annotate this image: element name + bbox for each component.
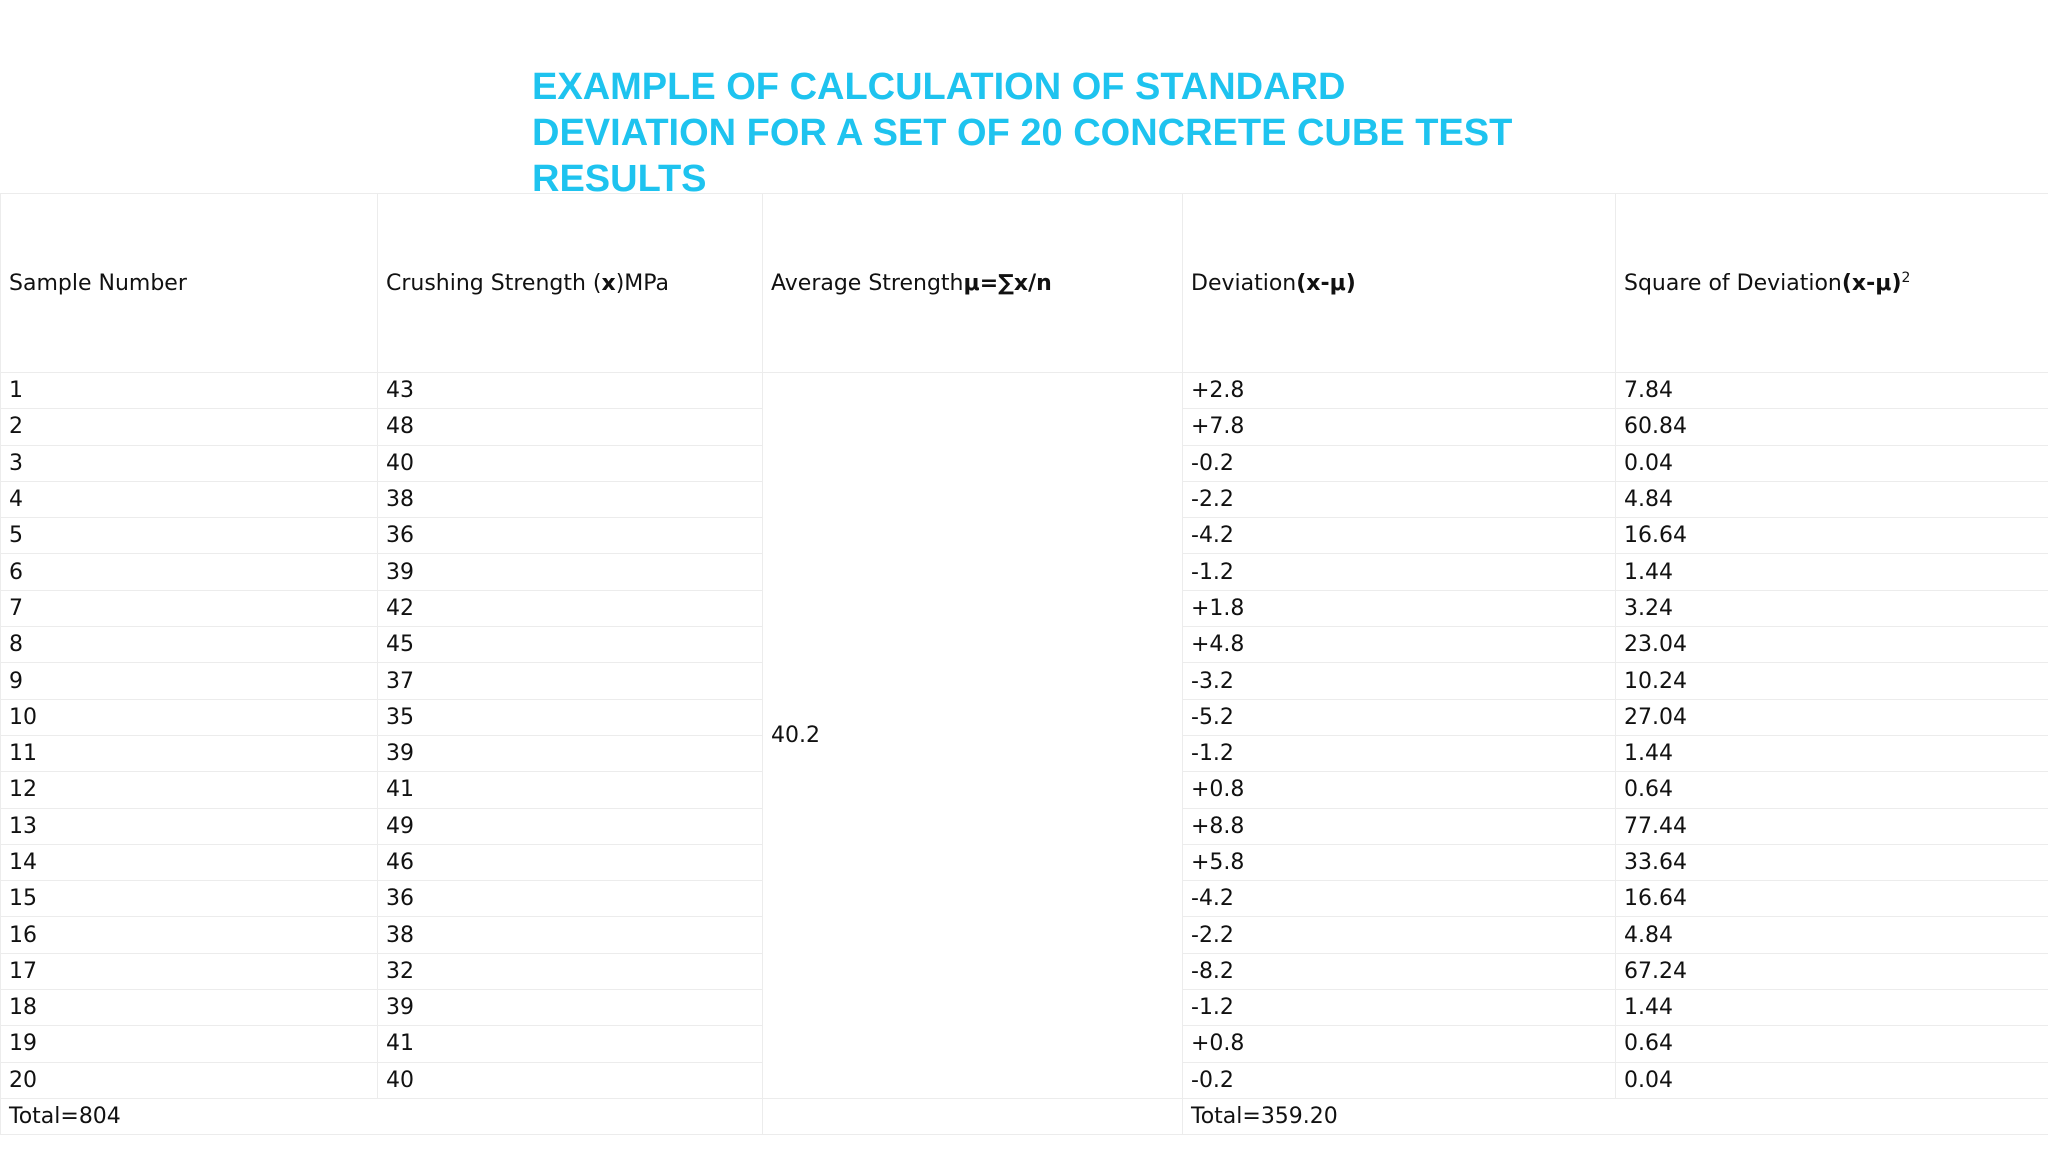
crushing-strength-cell: 40	[378, 445, 763, 481]
deviation-cell: -4.2	[1183, 881, 1616, 917]
square-of-deviation-cell: 0.04	[1616, 1062, 2048, 1098]
results-table	[0, 193, 2048, 1135]
crushing-strength-cell: 38	[378, 481, 763, 517]
sample-number-cell: 13	[1, 808, 378, 844]
deviation-cell: -1.2	[1183, 735, 1616, 771]
average-strength-cell: 40.2	[763, 373, 1183, 1099]
crushing-strength-cell: 39	[378, 554, 763, 590]
sample-number-cell: 8	[1, 627, 378, 663]
crushing-strength-cell: 43	[378, 373, 763, 409]
crushing-strength-cell: 38	[378, 917, 763, 953]
square-of-deviation-cell: 0.04	[1616, 445, 2048, 481]
sample-number-cell: 20	[1, 1062, 378, 1098]
sample-number-cell: 4	[1, 481, 378, 517]
square-of-deviation-cell: 60.84	[1616, 409, 2048, 445]
header-average-strength: Average Strengthμ=∑x/n	[763, 194, 1183, 373]
sample-number-cell: 6	[1, 554, 378, 590]
square-of-deviation-cell: 3.24	[1616, 590, 2048, 626]
square-of-deviation-cell: 10.24	[1616, 663, 2048, 699]
sample-number-cell: 10	[1, 699, 378, 735]
title-line-1: EXAMPLE OF CALCULATION OF STANDARD	[532, 66, 1346, 108]
crushing-strength-cell: 42	[378, 590, 763, 626]
crushing-strength-cell: 41	[378, 772, 763, 808]
sample-number-cell: 11	[1, 735, 378, 771]
title-line-3: RESULTS	[532, 158, 707, 200]
totals-row	[1, 1098, 2048, 1134]
square-of-deviation-cell: 23.04	[1616, 627, 2048, 663]
deviation-cell: -2.2	[1183, 917, 1616, 953]
deviation-cell: +8.8	[1183, 808, 1616, 844]
deviation-cell: -1.2	[1183, 990, 1616, 1026]
square-of-deviation-cell: 7.84	[1616, 373, 2048, 409]
crushing-strength-cell: 45	[378, 627, 763, 663]
sample-number-cell: 12	[1, 772, 378, 808]
deviation-cell: +0.8	[1183, 772, 1616, 808]
sample-number-cell: 5	[1, 518, 378, 554]
header-deviation: Deviation(x-μ)	[1183, 194, 1616, 373]
crushing-strength-cell: 49	[378, 808, 763, 844]
deviation-cell: +0.8	[1183, 1026, 1616, 1062]
header-sample-number: Sample Number	[1, 194, 378, 373]
deviation-cell: -0.2	[1183, 445, 1616, 481]
deviation-cell: -3.2	[1183, 663, 1616, 699]
square-of-deviation-cell: 1.44	[1616, 990, 2048, 1026]
total-square-of-deviation: Total=359.20	[1183, 1098, 2048, 1134]
square-of-deviation-cell: 16.64	[1616, 881, 2048, 917]
sample-number-cell: 16	[1, 917, 378, 953]
square-of-deviation-cell: 4.84	[1616, 481, 2048, 517]
sample-number-cell: 9	[1, 663, 378, 699]
sample-number-cell: 15	[1, 881, 378, 917]
deviation-cell: -8.2	[1183, 953, 1616, 989]
header-row	[1, 194, 2048, 373]
square-of-deviation-cell: 1.44	[1616, 735, 2048, 771]
header-square-of-deviation: Square of $Deviation(x-\mu)^2$	[1616, 194, 2048, 373]
deviation-cell: +7.8	[1183, 409, 1616, 445]
deviation-cell: -2.2	[1183, 481, 1616, 517]
sample-number-cell: 1	[1, 373, 378, 409]
sample-number-cell: 7	[1, 590, 378, 626]
deviation-cell: -5.2	[1183, 699, 1616, 735]
square-of-deviation-cell: 16.64	[1616, 518, 2048, 554]
total-average-empty	[763, 1098, 1183, 1134]
square-of-deviation-cell: 4.84	[1616, 917, 2048, 953]
deviation-cell: +2.8	[1183, 373, 1616, 409]
sample-number-cell: 2	[1, 409, 378, 445]
table-row	[1, 373, 2048, 409]
square-of-deviation-cell: 0.64	[1616, 1026, 2048, 1062]
crushing-strength-cell: 41	[378, 1026, 763, 1062]
sample-number-cell: 18	[1, 990, 378, 1026]
crushing-strength-cell: 37	[378, 663, 763, 699]
square-of-deviation-cell: 1.44	[1616, 554, 2048, 590]
sample-number-cell: 19	[1, 1026, 378, 1062]
deviation-cell: -0.2	[1183, 1062, 1616, 1098]
crushing-strength-cell: 48	[378, 409, 763, 445]
crushing-strength-cell: 36	[378, 881, 763, 917]
deviation-cell: +4.8	[1183, 627, 1616, 663]
square-of-deviation-cell: 27.04	[1616, 699, 2048, 735]
deviation-cell: +1.8	[1183, 590, 1616, 626]
deviation-cell: -1.2	[1183, 554, 1616, 590]
header-crushing-strength: Crushing Strength (x)MPa	[378, 194, 763, 373]
sample-number-cell: 3	[1, 445, 378, 481]
total-strength: Total=804	[1, 1098, 763, 1134]
square-of-deviation-cell: 67.24	[1616, 953, 2048, 989]
deviation-cell: -4.2	[1183, 518, 1616, 554]
deviation-cell: +5.8	[1183, 844, 1616, 880]
crushing-strength-cell: 36	[378, 518, 763, 554]
square-of-deviation-cell: 33.64	[1616, 844, 2048, 880]
crushing-strength-cell: 39	[378, 735, 763, 771]
crushing-strength-cell: 39	[378, 990, 763, 1026]
square-of-deviation-cell: 0.64	[1616, 772, 2048, 808]
crushing-strength-cell: 32	[378, 953, 763, 989]
square-of-deviation-cell: 77.44	[1616, 808, 2048, 844]
crushing-strength-cell: 35	[378, 699, 763, 735]
sample-number-cell: 14	[1, 844, 378, 880]
page-title	[532, 64, 1632, 202]
crushing-strength-cell: 40	[378, 1062, 763, 1098]
sample-number-cell: 17	[1, 953, 378, 989]
title-line-2: DEVIATION FOR A SET OF 20 CONCRETE CUBE TEST	[532, 112, 1513, 154]
crushing-strength-cell: 46	[378, 844, 763, 880]
